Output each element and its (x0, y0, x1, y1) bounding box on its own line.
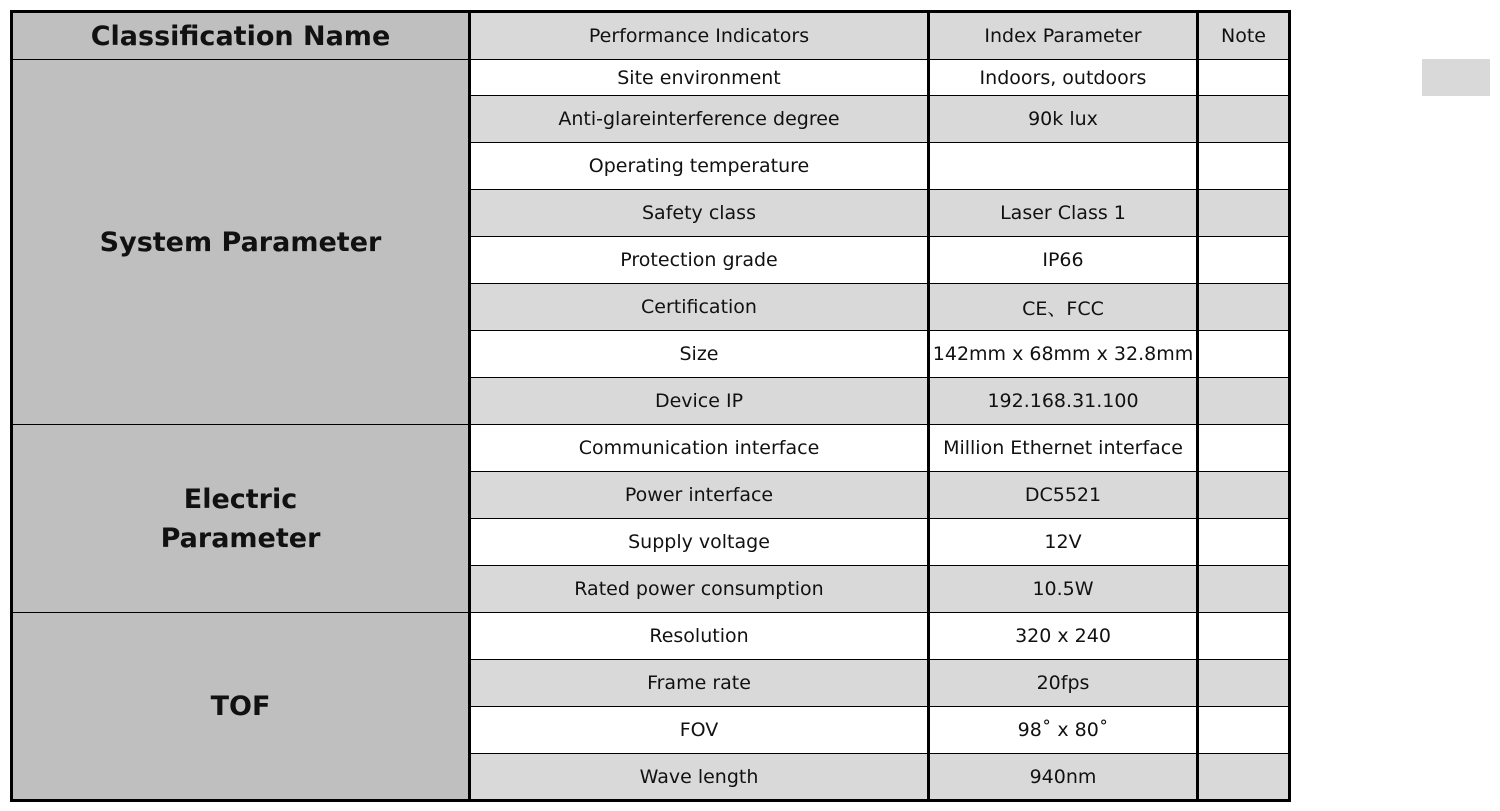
parameter-cell: 10.5W (929, 566, 1198, 613)
indicator-cell: Resolution (470, 613, 929, 660)
parameter-cell: 12V (929, 519, 1198, 566)
spec-table (10, 10, 1291, 802)
indicator-cell: Certification (470, 284, 929, 331)
parameter-cell: 192.168.31.100 (929, 378, 1198, 425)
indicator-cell: FOV (470, 707, 929, 754)
note-cell (1198, 754, 1290, 801)
parameter-cell: Laser Class 1 (929, 190, 1198, 237)
group-system-parameter: System Parameter (12, 60, 470, 425)
note-cell (1198, 331, 1290, 378)
parameter-cell: 320 x 240 (929, 613, 1198, 660)
parameter-cell: 940nm (929, 754, 1198, 801)
indicator-cell: Anti-glareinterference degree (470, 96, 929, 143)
note-cell (1198, 60, 1290, 96)
note-cell (1198, 425, 1290, 472)
parameter-cell: DC5521 (929, 472, 1198, 519)
indicator-cell: Site environment (470, 60, 929, 96)
indicator-cell: Safety class (470, 190, 929, 237)
parameter-cell: 98˚ x 80˚ (929, 707, 1198, 754)
group-electric-parameter (12, 425, 470, 613)
parameter-cell: 90k lux (929, 96, 1198, 143)
note-cell (1198, 96, 1290, 143)
parameter-cell: 142mm x 68mm x 32.8mm (929, 331, 1198, 378)
indicator-cell: Rated power consumption (470, 566, 929, 613)
indicator-cell: Operating temperature (470, 143, 929, 190)
note-cell (1198, 566, 1290, 613)
group-tof: TOF (12, 613, 470, 801)
header-performance-indicators: Performance Indicators (470, 12, 929, 60)
header-note: Note (1198, 12, 1290, 60)
note-cell (1198, 190, 1290, 237)
group-electric-parameter-label: Electric Parameter (160, 483, 321, 554)
header-classification-name: Classification Name (12, 12, 470, 60)
parameter-cell (929, 143, 1198, 190)
note-cell (1198, 143, 1290, 190)
indicator-cell: Protection grade (470, 237, 929, 284)
note-cell (1198, 519, 1290, 566)
indicator-cell: Supply voltage (470, 519, 929, 566)
indicator-cell: Device IP (470, 378, 929, 425)
header-index-parameter: Index Parameter (929, 12, 1198, 60)
parameter-cell: 20fps (929, 660, 1198, 707)
indicator-cell: Communication interface (470, 425, 929, 472)
note-cell (1198, 378, 1290, 425)
table-header-row (12, 12, 1290, 60)
note-cell (1198, 237, 1290, 284)
indicator-cell: Frame rate (470, 660, 929, 707)
parameter-cell: Million Ethernet interface (929, 425, 1198, 472)
parameter-cell: Indoors, outdoors (929, 60, 1198, 96)
table-row (12, 613, 1290, 660)
indicator-cell: Size (470, 331, 929, 378)
note-cell (1198, 707, 1290, 754)
indicator-cell: Power interface (470, 472, 929, 519)
note-cell (1198, 660, 1290, 707)
note-cell (1198, 472, 1290, 519)
side-tab-block (1422, 59, 1490, 96)
note-cell (1198, 613, 1290, 660)
parameter-cell: CE、FCC (929, 284, 1198, 331)
parameter-cell: IP66 (929, 237, 1198, 284)
table-row (12, 60, 1290, 96)
table-row (12, 425, 1290, 472)
indicator-cell: Wave length (470, 754, 929, 801)
note-cell (1198, 284, 1290, 331)
